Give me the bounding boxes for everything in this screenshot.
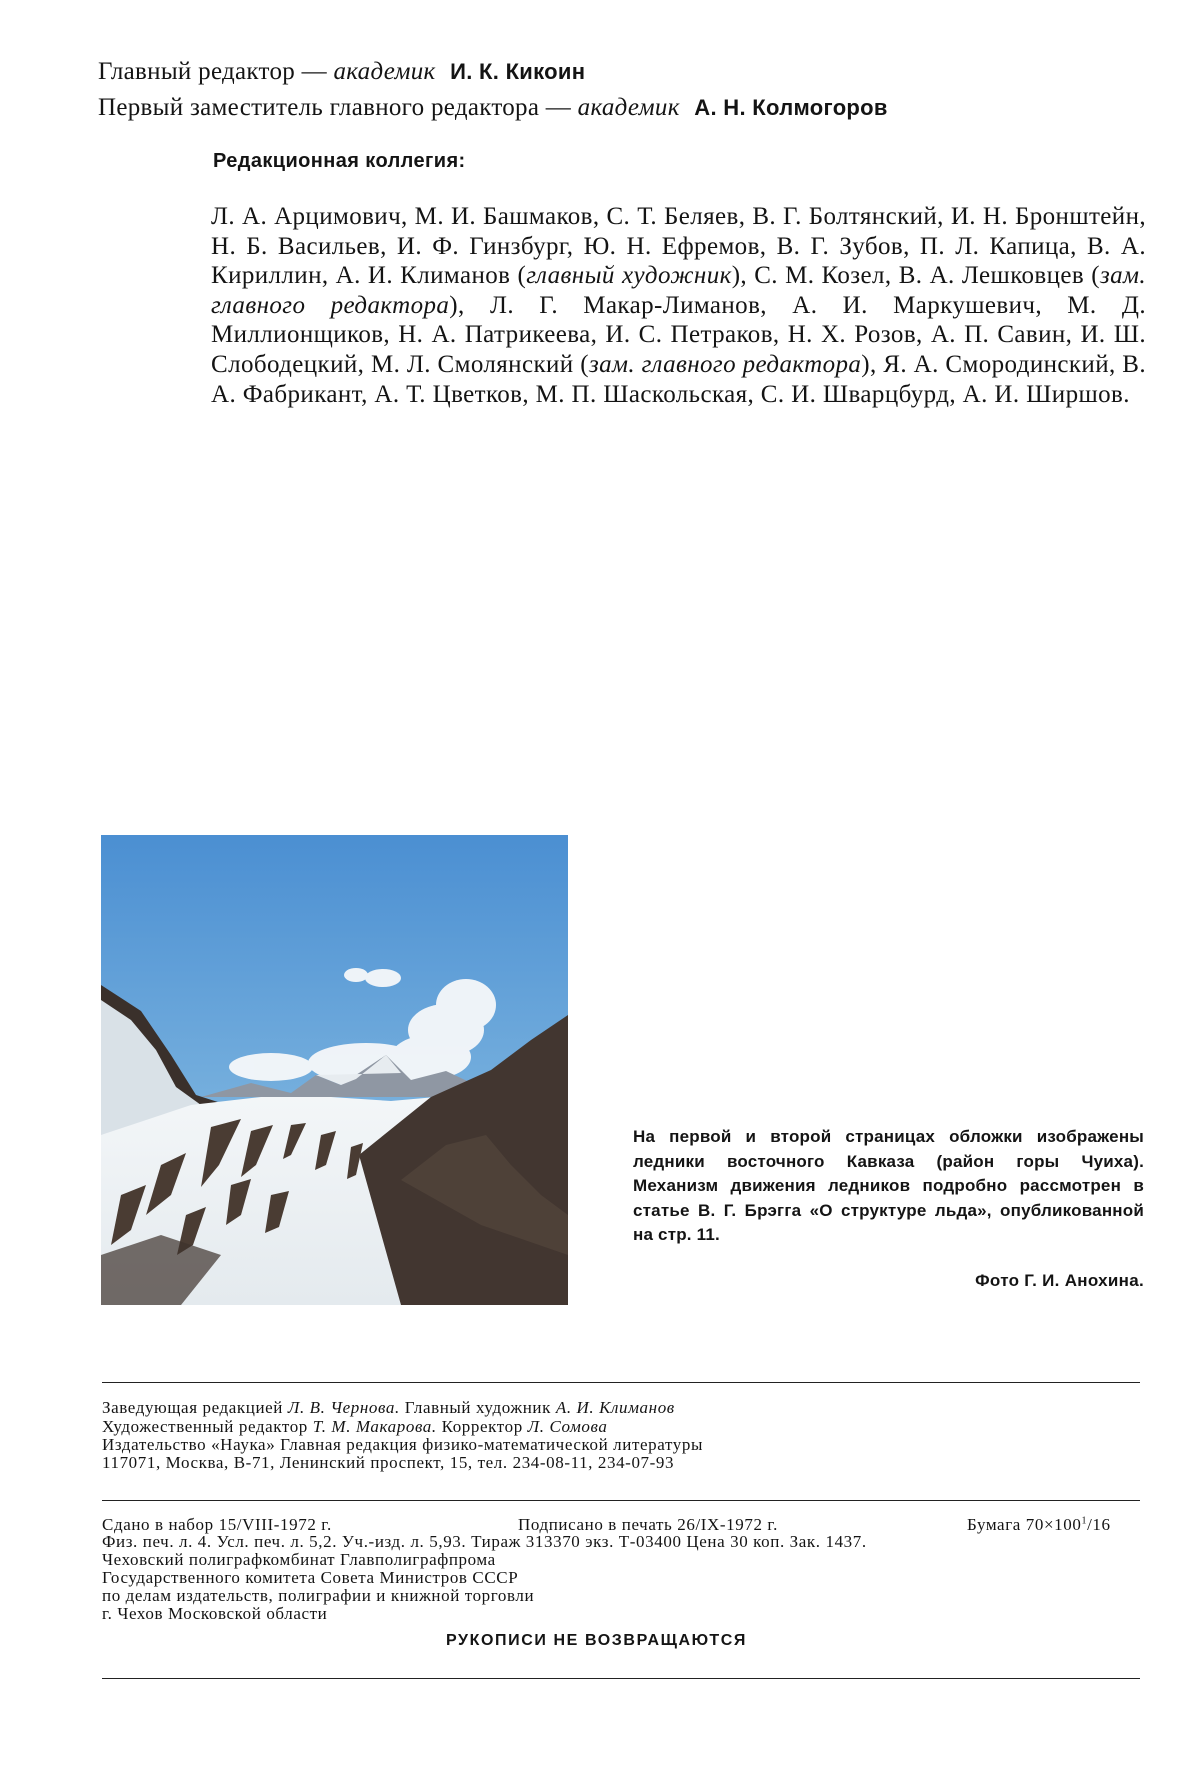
cover-caption: На первой и второй страницах обложки изображены ледники восточного Кавказа (район горы Чуиха). Механизм движения ледников подробно рассмотрен в статье В. Г. Брэгга «О структуре льда», опубликованной на стр. 11. [633, 1127, 1144, 1244]
print-specs: Физ. печ. л. 4. Усл. печ. л. 5,2. Уч.-изд. л. 5,93. Тираж 313370 экз. Т-03400 Цена 30 коп. Зак. 1437. [102, 1532, 867, 1551]
imprint-text: Заведующая редакцией [102, 1398, 288, 1417]
imprint-name: Т. М. Макарова. [312, 1417, 437, 1436]
chief-editor-title: академик [333, 58, 436, 85]
chief-editor-line [98, 58, 585, 86]
imprint-text: Корректор [436, 1417, 528, 1436]
imprint-name: Л. В. Чернова. [287, 1398, 400, 1417]
printer-location: г. Чехов Московской области [102, 1604, 328, 1623]
photo-credit: Фото Г. И. Анохина. [975, 1271, 1144, 1290]
deputy-editor-name: А. Н. Колмогоров [694, 95, 888, 120]
deputy-editor-title: академик [577, 94, 680, 121]
imprint-line [102, 1418, 608, 1436]
board-role-note: главный художник [526, 262, 732, 290]
imprint-text: Главный художник [399, 1398, 556, 1417]
divider [102, 1678, 1140, 1679]
divider [102, 1500, 1140, 1501]
board-role-note: зам. главного редактора [211, 262, 1146, 319]
deputy-editor-role: Первый заместитель главного редактора — [98, 94, 572, 121]
submitted-date: Сдано в набор 15/VIII-1972 г. [102, 1515, 332, 1534]
board-text-part: Л. А. Арцимович, М. И. Башмаков, С. Т. Беляев, В. Г. Болтянский, И. Н. Бронштейн, Н. Б. Васильев, И. Ф. Гинзбург, Ю. Н. Ефремов, В. Г. Зубов, П. Л. Капица, В. А. Кириллин, А. И. Климанов ( [211, 203, 1146, 290]
chief-editor-name: И. К. Кикоин [450, 59, 586, 84]
printer-line: Государственного комитета Совета Министров СССР [102, 1568, 519, 1587]
deputy-editor-line [98, 94, 888, 122]
board-members [211, 202, 1146, 409]
signed-date: Подписано в печать 26/IX-1972 г. [518, 1515, 778, 1534]
paper-format-superscript: 1 [1081, 1515, 1088, 1527]
imprint-name: А. И. Климанов [555, 1398, 675, 1417]
board-text-part: ), Л. Г. Макар-Лиманов, А. И. Маркушевич, М. Д. Миллионщиков, Н. А. Патрикеева, И. С. Петраков, Н. Х. Розов, А. П. Савин, И. Ш. Слободецкий, М. Л. Смолянский ( [211, 291, 1146, 378]
no-return-notice: РУКОПИСИ НЕ ВОЗВРАЩАЮТСЯ [446, 1632, 747, 1649]
divider [102, 1382, 1140, 1383]
paper-format-text: Бумага 70×100 [967, 1515, 1082, 1534]
board-role-note: зам. главного редактора [588, 350, 862, 378]
board-text-part: ), С. М. Козел, В. А. Лешковцев ( [731, 262, 1100, 290]
printer-line: Чеховский полиграфкомбинат Главполиграфпрома [102, 1550, 496, 1569]
imprint-name: Л. Сомова [527, 1417, 608, 1436]
mountain-photo [101, 835, 568, 1305]
cover-photo [101, 835, 568, 1305]
paper-format-tail: /16 [1087, 1515, 1111, 1534]
chief-editor-role: Главный редактор — [98, 58, 327, 85]
paper-format [967, 1515, 1111, 1535]
imprint-text: Художественный редактор [102, 1417, 313, 1436]
imprint-line [102, 1399, 675, 1417]
publisher-line: Издательство «Наука» Главная редакция физико-математической литературы [102, 1435, 703, 1454]
publisher-address: 117071, Москва, В-71, Ленинский проспект, 15, тел. 234-08-11, 234-07-93 [102, 1453, 675, 1472]
printer-line: по делам издательств, полиграфии и книжной торговли [102, 1586, 535, 1605]
board-heading: Редакционная коллегия: [213, 150, 466, 172]
board-text-part: ), Я. А. Смородинский, В. А. Фабрикант, А. Т. Цветков, М. П. Шаскольская, С. И. Шварцбурд, А. И. Ширшов. [211, 350, 1147, 408]
